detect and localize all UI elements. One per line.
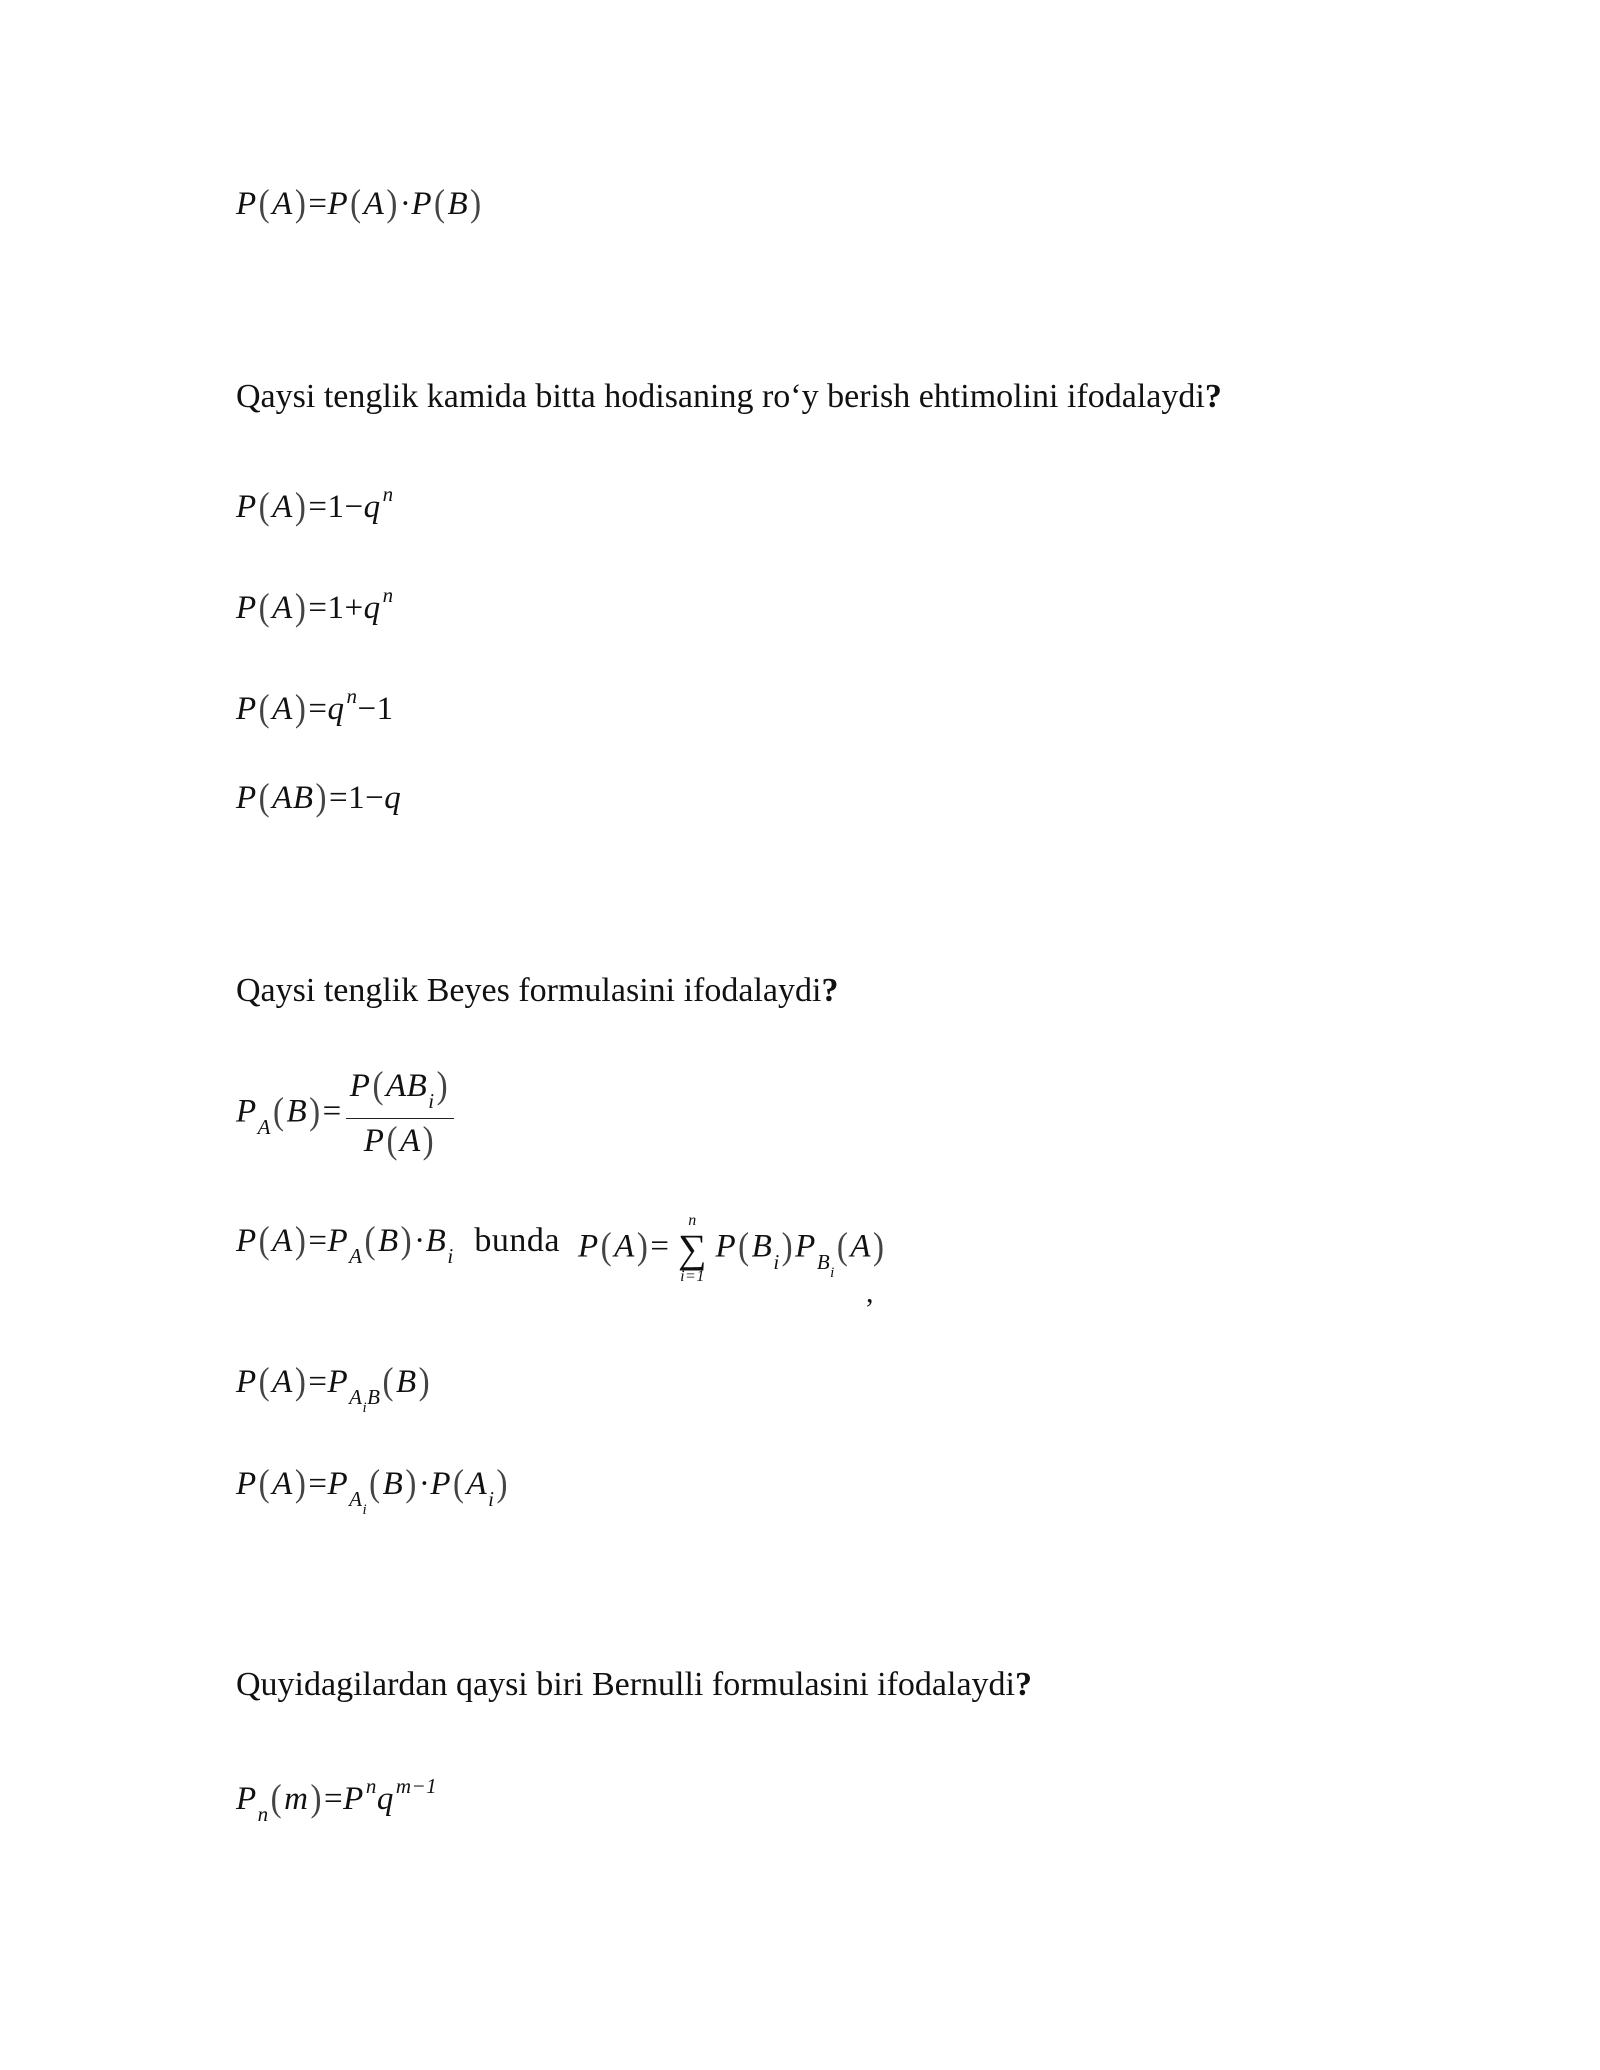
- answer-option: $P_A(B)=$ $\frac{P(AB_i)}{P(A)}$: [236, 1068, 454, 1160]
- answer-option: $P(A)=1-q^n$: [236, 482, 394, 528]
- question-3-mark: ?: [1015, 1666, 1032, 1703]
- question-1-text: Qaysi tenglik kamida bitta hodisaning ro‘y berish ehtimolini ifodalaydi: [236, 378, 1205, 415]
- question-3: [236, 1666, 1032, 1704]
- answer-option: $P(A)=P_{A_iB}(B)$: [236, 1361, 431, 1416]
- answer-option: P(AB)=1−q: [236, 777, 402, 819]
- question-2-text: Qaysi tenglik Beyes formulasini ifodalaydi: [236, 972, 822, 1009]
- answer-option: $P(A)=P_{A_i}(B)\cdot P(A_i)$: [236, 1463, 508, 1518]
- formula-product: P(A)=P(A)·P(B): [236, 183, 482, 225]
- answer-option: $P(A)=1+q^n$: [236, 583, 394, 629]
- question-1-mark: ?: [1204, 378, 1222, 415]
- question-1: [236, 378, 1222, 416]
- trailing-comma: ,: [866, 1276, 874, 1309]
- question-2-mark: ?: [821, 972, 839, 1009]
- question-3-text: Quyidagilardan qaysi biri Bernulli formulasini ifodalaydi: [236, 1666, 1015, 1703]
- answer-option: $P(A)=P_A(B)\cdot B_i$ bunda: [236, 1220, 560, 1268]
- answer-option: $P_n(m)=P^nq^{m-1}$: [236, 1774, 438, 1826]
- summation-formula: P(A)= n ∑ i=1 $P(B_i)P_{B_i}(A)$: [578, 1212, 885, 1285]
- sum-symbol: n ∑ i=1: [677, 1212, 707, 1285]
- answer-option: $P(A)=q^n-1$: [236, 684, 394, 730]
- question-2: [236, 972, 838, 1010]
- fraction: $\frac{P(AB_i)}{P(A)}$: [346, 1068, 454, 1160]
- word-bunda: bunda: [474, 1222, 560, 1259]
